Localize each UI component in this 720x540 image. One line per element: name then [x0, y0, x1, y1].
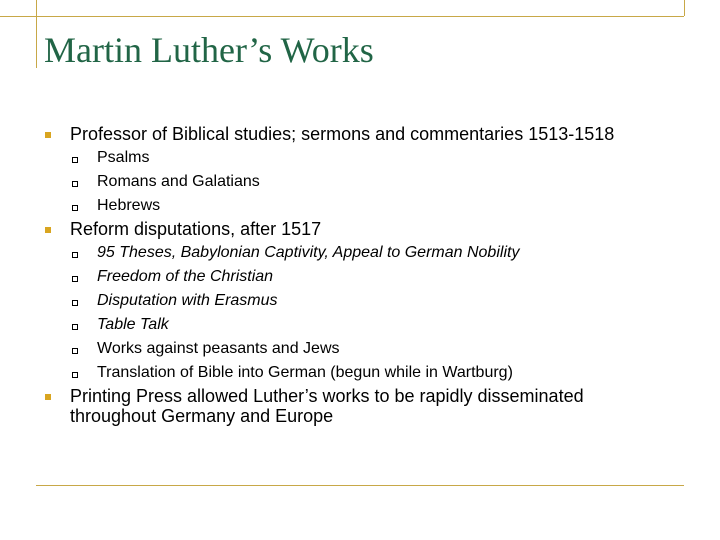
sub-bullet-item	[44, 195, 674, 217]
sub-bullet-text: Hebrews	[97, 197, 161, 214]
sub-bullet-text: Psalms	[97, 149, 150, 166]
sub-bullet-item	[44, 171, 674, 193]
sub-bullet-text: Table Talk	[97, 316, 169, 333]
sub-bullet-text: Translation of Bible into German (begun while in Wartburg)	[97, 364, 513, 381]
square-bullet-icon	[45, 394, 51, 400]
sub-bullet-item	[44, 266, 674, 288]
sub-bullet-text: 95 Theses, Babylonian Captivity, Appeal to German Nobility	[97, 244, 520, 261]
sub-bullet-item	[44, 314, 674, 336]
bullet-list	[44, 124, 674, 429]
sub-bullet-item	[44, 290, 674, 312]
sub-bullet-item	[44, 362, 674, 384]
sub-bullet-item	[44, 338, 674, 360]
hollow-square-bullet-icon	[72, 348, 78, 354]
top-accent-line	[0, 16, 684, 17]
left-accent-line	[36, 0, 37, 68]
hollow-square-bullet-icon	[72, 252, 78, 258]
bullet-text: Professor of Biblical studies; sermons and commentaries 1513-1518	[70, 124, 615, 144]
hollow-square-bullet-icon	[72, 205, 78, 211]
slide-title: Martin Luther’s Works	[44, 30, 374, 70]
square-bullet-icon	[45, 227, 51, 233]
bullet-text: Reform disputations, after 1517	[70, 219, 322, 239]
bullet-text: Printing Press allowed Luther’s works to be rapidly disseminated throughout Germany and Europe	[70, 386, 584, 426]
bullet-item	[44, 386, 674, 426]
hollow-square-bullet-icon	[72, 300, 78, 306]
sub-bullet-item	[44, 147, 674, 169]
bottom-accent-line	[36, 485, 684, 486]
sub-bullet-text: Freedom of the Christian	[97, 268, 274, 285]
hollow-square-bullet-icon	[72, 324, 78, 330]
sub-bullet-text: Works against peasants and Jews	[97, 340, 340, 357]
sub-bullet-item	[44, 242, 674, 264]
square-bullet-icon	[45, 132, 51, 138]
hollow-square-bullet-icon	[72, 372, 78, 378]
sub-bullet-text: Romans and Galatians	[97, 173, 260, 190]
sub-bullet-text: Disputation with Erasmus	[97, 292, 278, 309]
hollow-square-bullet-icon	[72, 276, 78, 282]
hollow-square-bullet-icon	[72, 157, 78, 163]
hollow-square-bullet-icon	[72, 181, 78, 187]
bullet-item	[44, 219, 674, 239]
bullet-item	[44, 124, 674, 144]
right-accent-line	[684, 0, 685, 16]
